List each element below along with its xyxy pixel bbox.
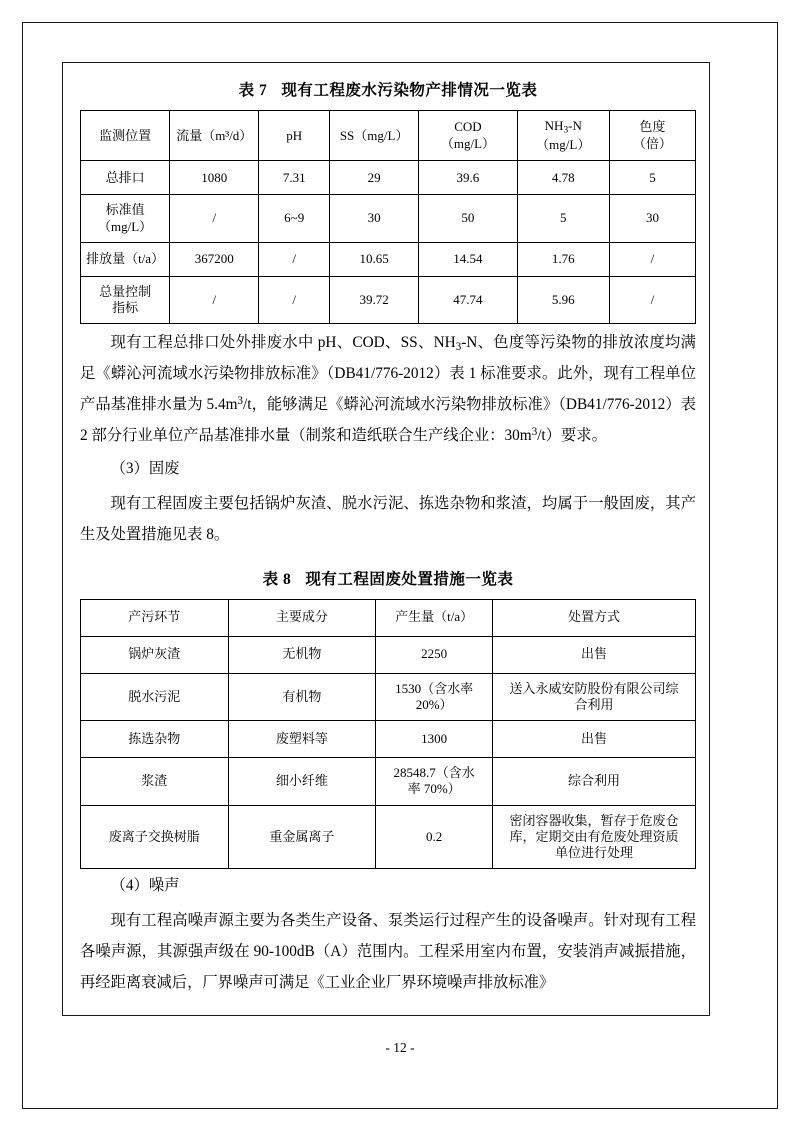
table7-cell: 7.31 — [259, 161, 330, 195]
text-run: /t，能够满足《蟒沁河流域水污染物排放标准》（DB41/776-2012）表 2 部分行业单位产品基准排水量（制浆和造纸联合生产线企业：30m — [80, 396, 696, 444]
table8-cell: 废离子交换树脂 — [81, 805, 229, 869]
superscript-3: 3 — [531, 425, 538, 438]
cell-line2: （mg/L） — [536, 137, 591, 153]
table7-caption-number: 表 7 — [238, 82, 268, 99]
table7-cell: 50 — [419, 195, 517, 243]
table7-caption-text: 现有工程废水污染物产排情况一览表 — [281, 82, 538, 99]
table7-cell: 47.74 — [419, 276, 517, 324]
table7-cell — [81, 161, 170, 195]
table8-cell — [493, 805, 696, 869]
table8-cell — [376, 758, 493, 806]
cell-line3: 单位进行处理 — [555, 845, 634, 860]
table8-cell: 2250 — [376, 636, 493, 673]
table-solid-waste-disposal — [80, 599, 696, 870]
table7-cell: / — [609, 242, 695, 276]
cell-line1: 总排口 — [105, 169, 145, 185]
table8-cell: 0.2 — [376, 805, 493, 869]
table7-cell: 30 — [330, 195, 419, 243]
cell-line1: COD — [454, 119, 482, 135]
table7-cell: 14.54 — [419, 242, 517, 276]
superscript-3: 3 — [237, 395, 244, 408]
heading-solid-waste: （3）固废 — [110, 459, 180, 477]
table7-cell: / — [170, 276, 259, 324]
table7-cell: 6~9 — [259, 195, 330, 243]
table8-cell: 无机物 — [228, 636, 376, 673]
table-row — [81, 242, 696, 276]
table7-header-cell — [259, 111, 330, 161]
table7-header-cell — [330, 111, 419, 161]
table8-cell — [493, 673, 696, 721]
table7-cell: 39.6 — [419, 161, 517, 195]
table-row — [81, 805, 696, 869]
table7-header-cell — [609, 111, 695, 161]
table8-caption-number: 表 8 — [262, 570, 292, 588]
table7-header-cell — [517, 111, 609, 161]
cell-line1: $NH_3-N$ — [544, 118, 582, 136]
table-row-header — [81, 599, 696, 636]
table-row — [81, 276, 696, 324]
paragraph-solid-waste: 现有工程固废主要包括锅炉灰渣、脱水污泥、拣选杂物和浆渣，均属于一般固废，其产生及处置措施见表 8。 — [80, 494, 696, 543]
cell-line2: 率 70%） — [407, 781, 461, 797]
table7-cell — [81, 276, 170, 324]
cell-line2: 20%） — [415, 696, 453, 712]
table7-cell: 30 — [609, 195, 695, 243]
heading-noise: （4）噪声 — [110, 877, 180, 895]
text-run: /t）要求。 — [537, 426, 607, 444]
table7-cell: 5 — [517, 195, 609, 243]
table8-caption-text: 现有工程固废处置措施一览表 — [305, 570, 514, 588]
table7-header-cell — [81, 111, 170, 161]
text-run: 现有工程总排口处外排废水中 pH、COD、SS、NH — [110, 334, 456, 352]
text-run: -N、色度等污染物的排放浓度均满足《蟒沁河流域水污染物排放标准》（DB41/776-2012）表 1 标准要求。此外，现有工程单位产品基准排水量为 5.4m — [80, 334, 696, 414]
page-number: - 12 - — [385, 1040, 415, 1055]
cell-line1: 密闭容器收集，暂存于危废仓 — [509, 812, 679, 828]
table-row — [81, 636, 696, 673]
table8-header-cell: 产生量（t/a） — [376, 599, 493, 636]
table8-cell: 出售 — [493, 636, 696, 673]
table7-cell: 5 — [609, 161, 695, 195]
table7-cell: / — [259, 242, 330, 276]
cell-line1: 送入永威安防股份有限公司综 — [509, 680, 679, 696]
table7-cell: 4.78 — [517, 161, 609, 195]
table8-cell: 拣选杂物 — [81, 721, 229, 758]
table-row — [81, 673, 696, 721]
cell-line2: （mg/L） — [440, 135, 496, 151]
paragraph-noise: 现有工程高噪声源主要为各类生产设备、泵类运行过程产生的设备噪声。针对现有工程各噪声源，其源强声级在 90-100dB（A）范围内。工程采用室内布置，安装消声减振措施，再经距离衰减后，厂界噪声可满足《工业企业厂界环境噪声排放标准》 — [80, 912, 696, 991]
table8-cell — [376, 673, 493, 721]
table8-cell: 综合利用 — [493, 758, 696, 806]
table7-cell: / — [170, 195, 259, 243]
table7-cell: / — [609, 276, 695, 324]
table8-cell: 1300 — [376, 721, 493, 758]
cell-line1: 色度 — [639, 119, 666, 135]
spacer — [80, 551, 696, 561]
cell-line1: SS（mg/L） — [339, 127, 409, 143]
table7-cell: 29 — [330, 161, 419, 195]
table7-cell: 39.72 — [330, 276, 419, 324]
table8-cell: 细小纤维 — [228, 758, 376, 806]
table-row — [81, 758, 696, 806]
table7-caption — [80, 78, 696, 100]
cell-line1: pH — [286, 127, 303, 143]
table8-caption — [80, 567, 696, 589]
table8-cell: 重金属离子 — [228, 805, 376, 869]
table7-cell: 排放量（t/a） — [81, 242, 170, 276]
table-wastewater-pollutants — [80, 110, 696, 324]
cell-line2: 合利用 — [574, 696, 614, 712]
table8-cell: 废塑料等 — [228, 721, 376, 758]
table7-cell: 1.76 — [517, 242, 609, 276]
cell-line1: 标准值 — [105, 202, 145, 218]
cell-line1: 28548.7（含水 — [393, 765, 475, 780]
table8-cell: 脱水污泥 — [81, 673, 229, 721]
page-content — [80, 72, 696, 999]
table8-header-cell: 处置方式 — [493, 599, 696, 636]
table7-cell: 10.65 — [330, 242, 419, 276]
table7-header-cell — [170, 111, 259, 161]
cell-line1: 流量（m³/d） — [176, 127, 253, 143]
table8-header-cell: 产污环节 — [81, 599, 229, 636]
table-row — [81, 195, 696, 243]
table8-cell: 锅炉灰渣 — [81, 636, 229, 673]
cell-line2: （倍） — [632, 135, 672, 151]
table7-cell — [81, 195, 170, 243]
cell-line1: 监测位置 — [99, 127, 152, 143]
table7-cell: 5.96 — [517, 276, 609, 324]
table7-cell: / — [259, 276, 330, 324]
table7-cell: 367200 — [170, 242, 259, 276]
table7-header-cell — [419, 111, 517, 161]
paragraph-wastewater-summary — [80, 328, 696, 452]
table8-cell: 浆渣 — [81, 758, 229, 806]
table-row — [81, 161, 696, 195]
cell-line2: （mg/L） — [98, 218, 153, 234]
table-row — [81, 721, 696, 758]
cell-line1: 总量控制 — [99, 283, 152, 299]
table7-cell: 1080 — [170, 161, 259, 195]
table8-cell: 出售 — [493, 721, 696, 758]
cell-line2: 指标 — [112, 300, 139, 316]
cell-line1: 1530（含水率 — [395, 680, 474, 696]
table8-header-cell: 主要成分 — [228, 599, 376, 636]
subscript-3: 3 — [455, 341, 462, 354]
table8-cell: 有机物 — [228, 673, 376, 721]
table-row-header — [81, 111, 696, 161]
cell-line2: 库，定期交由有危废处理资质 — [509, 828, 679, 844]
